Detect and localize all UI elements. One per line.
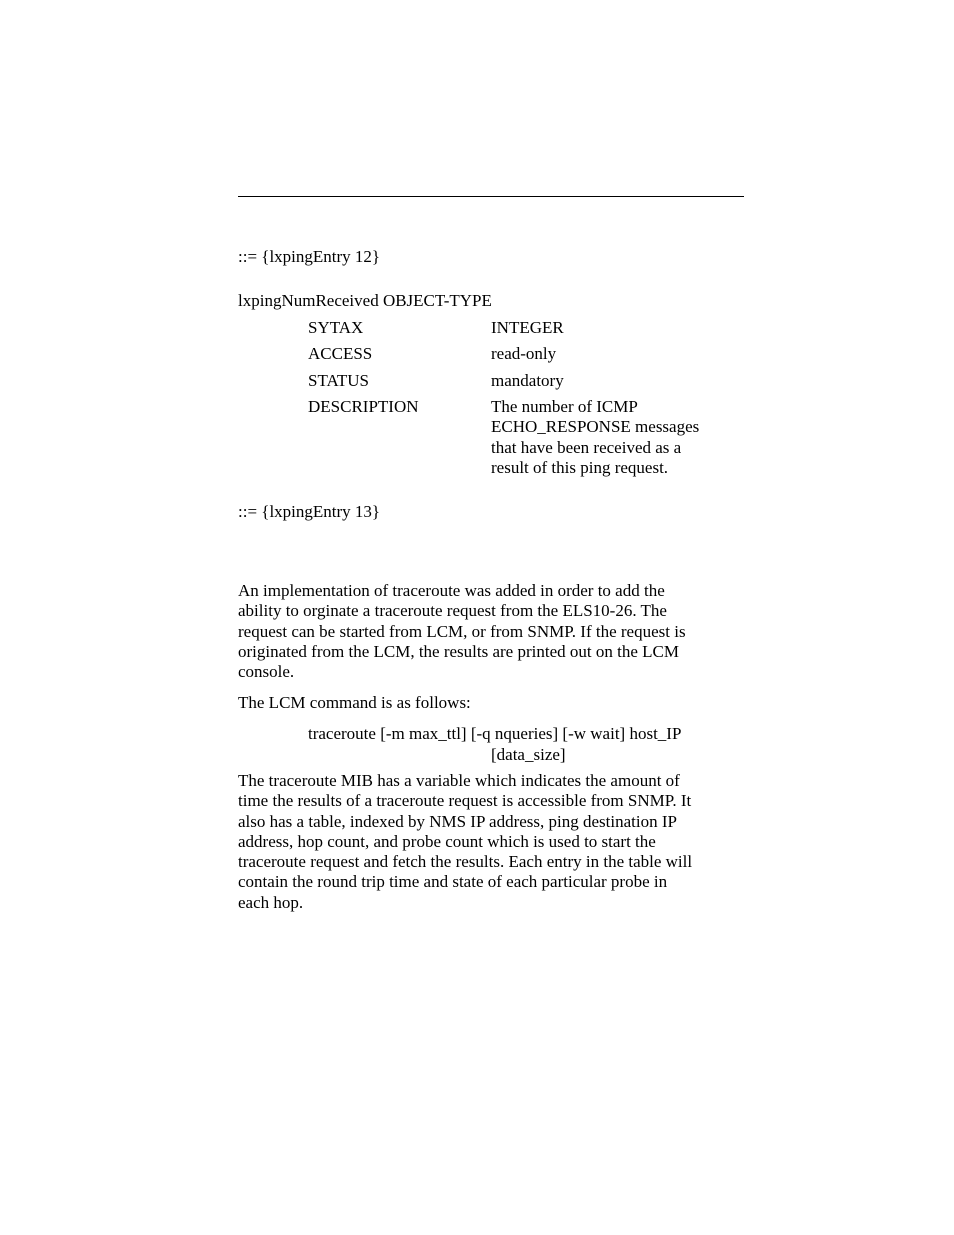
- paragraph-line: address, hop count, and probe count which is used to start the: [238, 831, 656, 851]
- description-line: The number of ICMP: [491, 397, 638, 416]
- field-value-status: mandatory: [491, 371, 564, 390]
- command-syntax-line2: [data_size]: [491, 745, 566, 764]
- traceroute-intro-paragraph: [238, 581, 686, 682]
- paragraph-line: time the results of a traceroute request is accessible from SNMP. It: [238, 791, 692, 811]
- paragraph-line: each hop.: [238, 892, 304, 912]
- paragraph-line: contain the round trip time and state of each particular probe in: [238, 872, 668, 892]
- field-value-syntax: INTEGER: [491, 318, 564, 337]
- assign-entry-13: ::= {lxpingEntry 13}: [238, 502, 381, 521]
- assign-entry-12: ::= {lxpingEntry 12}: [238, 247, 381, 266]
- command-syntax-line1: traceroute [-m max_ttl] [-q nqueries] [-w wait] host_IP: [308, 724, 682, 743]
- description-line: that have been received as a: [491, 437, 682, 457]
- description-line: result of this ping request.: [491, 457, 669, 477]
- paragraph-line: ability to orginate a traceroute request from the ELS10-26. The: [238, 601, 667, 621]
- traceroute-mib-paragraph: [238, 771, 692, 913]
- header-rule: [238, 196, 744, 197]
- object-type-heading: lxpingNumReceived OBJECT-TYPE: [238, 291, 492, 310]
- field-key-status: STATUS: [308, 371, 369, 390]
- paragraph-line: also has a table, indexed by NMS IP address, ping destination IP: [238, 811, 677, 831]
- paragraph-line: An implementation of traceroute was added in order to add the: [238, 581, 665, 600]
- field-value-access: read-only: [491, 344, 557, 363]
- description-line: ECHO_RESPONSE messages: [491, 417, 700, 437]
- paragraph-line: request can be started from LCM, or from SNMP. If the request is: [238, 621, 686, 641]
- lcm-command-intro: The LCM command is as follows:: [238, 693, 471, 712]
- field-value-description: [491, 397, 699, 478]
- paragraph-line: traceroute request and fetch the results. Each entry in the table will: [238, 852, 693, 872]
- field-key-syntax: SYTAX: [308, 318, 364, 337]
- field-key-access: ACCESS: [308, 344, 373, 363]
- paragraph-line: console.: [238, 662, 295, 682]
- paragraph-line: The traceroute MIB has a variable which indicates the amount of: [238, 771, 680, 790]
- paragraph-line: originated from the LCM, the results are printed out on the LCM: [238, 641, 679, 661]
- field-key-description: DESCRIPTION: [308, 397, 419, 416]
